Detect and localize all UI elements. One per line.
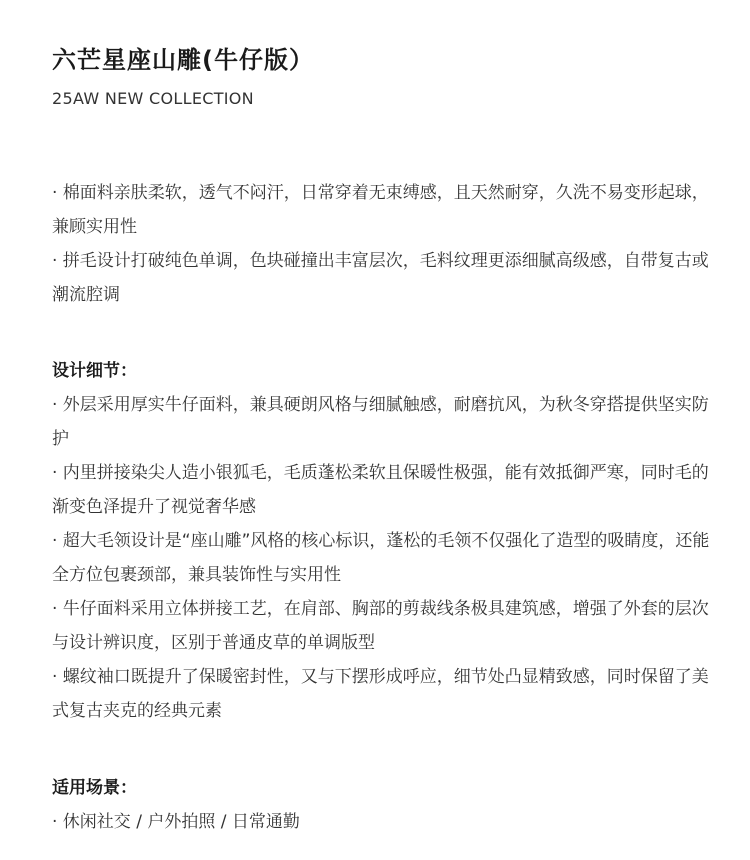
scenes-heading: 适用场景：	[52, 778, 137, 798]
intro-section	[52, 176, 724, 312]
intro-item: · 棉面料亲肤柔软，透气不闷汗，日常穿着无束缚感，且天然耐穿，久洗不易变形起球，兼顾实用性	[52, 183, 709, 237]
detail-item: · 超大毛领设计是“座山雕”风格的核心标识，蓬松的毛领不仅强化了造型的吸睛度，还能全方位包裹颈部，兼具装饰性与实用性	[52, 531, 710, 585]
product-title: 六芒星座山雕(牛仔版）	[52, 46, 314, 74]
detail-item: · 螺纹袖口既提升了保暖密封性，又与下摆形成呼应，细节处凸显精致感，同时保留了美式复古夹克的经典元素	[52, 667, 709, 721]
detail-item: · 牛仔面料采用立体拼接工艺，在肩部、胸部的剪裁线条极具建筑感，增强了外套的层次与设计辨识度，区别于普通皮草的单调版型	[52, 599, 709, 653]
design-details-heading: 设计细节：	[52, 361, 137, 381]
collection-label: 25AW NEW COLLECTION	[52, 89, 254, 108]
scenes-section	[52, 771, 724, 839]
design-details-section	[52, 354, 724, 728]
scene-item: · 休闲社交 / 户外拍照 / 日常通勤	[52, 812, 300, 832]
intro-item: · 拼毛设计打破纯色单调，色块碰撞出丰富层次，毛料纹理更添细腻高级感，自带复古或潮流腔调	[52, 251, 709, 305]
detail-item: · 外层采用厚实牛仔面料，兼具硬朗风格与细腻触感，耐磨抗风，为秋冬穿搭提供坚实防护	[52, 395, 709, 449]
detail-item: · 内里拼接染尖人造小银狐毛，毛质蓬松柔软且保暖性极强，能有效抵御严寒，同时毛的渐变色泽提升了视觉奢华感	[52, 463, 709, 517]
